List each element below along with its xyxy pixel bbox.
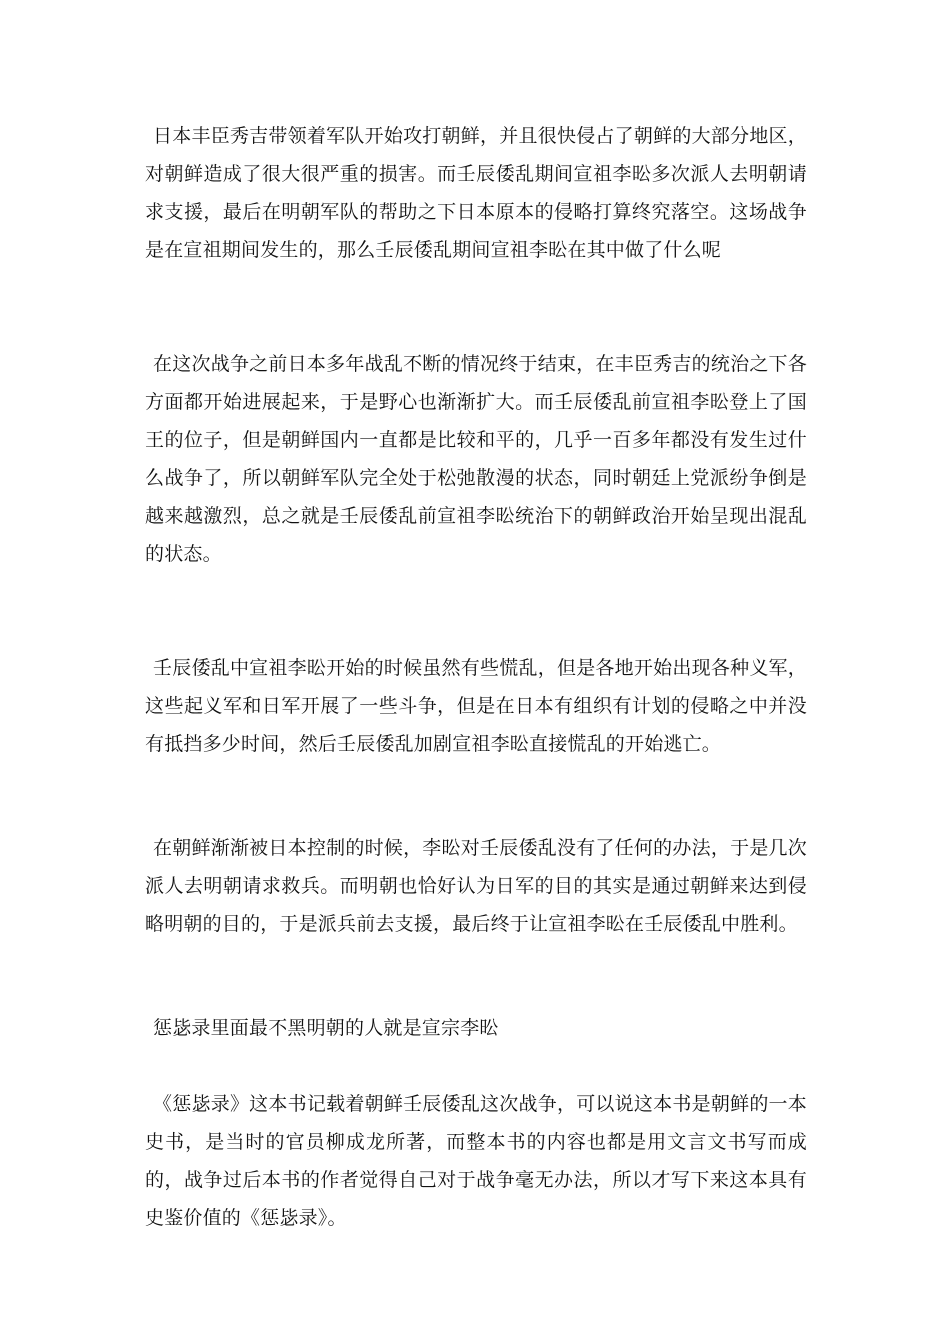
paragraph-1: 日本丰臣秀吉带领着军队开始攻打朝鲜，并且很快侵占了朝鲜的大部分地区，对朝鲜造成了很大很严重的损害。而壬辰倭乱期间宣祖李昖多次派人去明朝请求支援，最后在明朝军队的帮助之下日本原本的侵略打算终究落空。这场战争是在宣祖期间发生的，那么壬辰倭乱期间宣祖李昖在其中做了什么呢 [145,125,807,261]
paragraph-spacer [145,573,807,649]
paragraph-3: 壬辰倭乱中宣祖李昖开始的时候虽然有些慌乱，但是各地开始出现各种义军，这些起义军和日军开展了一些斗争，但是在日本有组织有计划的侵略之中并没有抵挡多少时间，然后壬辰倭乱加剧宣祖李昖直接慌乱的开始逃亡。 [145,657,807,755]
paragraph-spacer [145,1047,807,1085]
paragraph-spacer [145,943,807,1009]
paragraph-5: 《惩毖录》这本书记载着朝鲜壬辰倭乱这次战争，可以说这本书是朝鲜的一本史书，是当时的官员柳成龙所著，而整本书的内容也都是用文言文书写而成的，战争过后本书的作者觉得自己对于战争毫无办法，所以才写下来这本具有史鉴价值的《惩毖录》。 [145,1093,807,1229]
section-heading: 惩毖录里面最不黑明朝的人就是宣宗李昖 [153,1017,499,1039]
paragraph-4: 在朝鲜渐渐被日本控制的时候，李昖对壬辰倭乱没有了任何的办法，于是几次派人去明朝请求救兵。而明朝也恰好认为日军的目的其实是通过朝鲜来达到侵略明朝的目的，于是派兵前去支援，最后终于让宣祖李昖在壬辰倭乱中胜利。 [145,837,807,935]
paragraph-spacer [145,269,807,345]
paragraph-2: 在这次战争之前日本多年战乱不断的情况终于结束，在丰臣秀吉的统治之下各方面都开始进展起来，于是野心也渐渐扩大。而壬辰倭乱前宣祖李昖登上了国王的位子，但是朝鲜国内一直都是比较和平的，几乎一百多年都没有发生过什么战争了，所以朝鲜军队完全处于松弛散漫的状态，同时朝廷上党派纷争倒是越来越激烈，总之就是壬辰倭乱前宣祖李昖统治下的朝鲜政治开始呈现出混乱的状态。 [145,353,807,565]
paragraph-spacer [145,763,807,829]
article-body [145,117,807,1237]
